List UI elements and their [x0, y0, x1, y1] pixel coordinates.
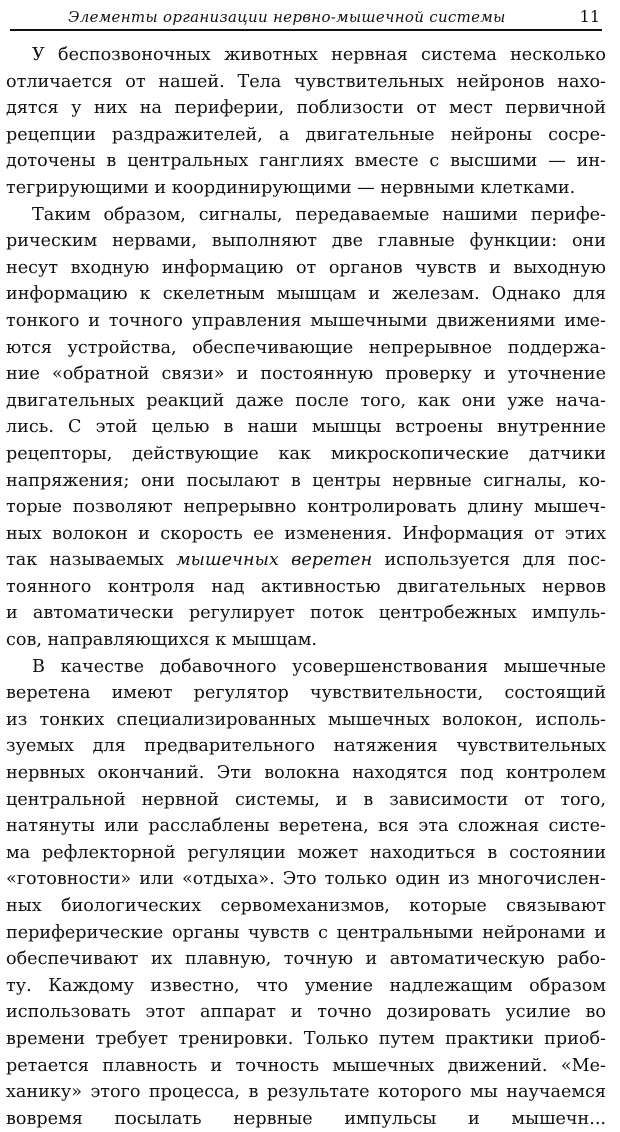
text-line: тегрирующими и координирующими — нервными клетками.	[6, 177, 576, 198]
text-line: рическим нервами, выполняют две главные функции: они	[6, 231, 606, 252]
text-line: веретена имеют регулятор чувствительности, состоящий	[6, 683, 606, 704]
text-line: ются устройства, обеспечивающие непрерывное поддержа-	[6, 337, 606, 358]
text-line: В качестве добавочного усовершенствования мышечные	[32, 656, 606, 677]
text-line: сов, направляющихся к мышцам.	[6, 630, 317, 651]
text-line: Таким образом, сигналы, передаваемые нашими перифе-	[32, 204, 606, 225]
text-line: У беспозвоночных животных нервная система несколько	[32, 45, 606, 65]
text-line: обеспечивают их плавную, точную и автоматическую рабо-	[6, 949, 606, 970]
text-line: «готовности» или «отдыха». Это только один из многочислен-	[6, 869, 606, 890]
text-line: напряжения; они посылают в центры нервные сигналы, ко-	[6, 470, 606, 491]
text-line: ма рефлекторной регуляции может находиться в состоянии	[6, 842, 606, 863]
page-number: 11	[579, 7, 600, 26]
text-run: так называемых	[6, 550, 177, 571]
text-line: несут входную информацию от органов чувств и выходную	[6, 257, 606, 278]
text-line: натянуты или расслаблены веретена, вся эта сложная систе-	[6, 816, 606, 837]
italic-term: мышечных веретен	[176, 550, 373, 571]
text-line: и автоматически регулирует поток центробежных импуль-	[6, 603, 606, 624]
text-line: ных биологических сервомеханизмов, которые связывают	[6, 896, 606, 916]
text-line: зуемых для предварительного натяжения чувствительных	[6, 736, 606, 757]
text-line: тоянного контроля над активностью двигательных нервов	[6, 576, 606, 597]
text-line: двигательных реакций даже после того, как они уже нача-	[6, 390, 606, 411]
text-line: ние «обратной связи» и постоянную проверку и уточнение	[6, 364, 606, 385]
text-line: использовать этот аппарат и точно дозировать усилие во	[6, 1002, 606, 1023]
text-line-with-italic	[6, 547, 606, 574]
running-head	[6, 0, 606, 27]
header-rule	[10, 29, 602, 31]
text-line: центральной нервной системы, и в зависимости от того,	[6, 789, 606, 810]
text-line: ных волокон и скорость ее изменения. Информация от этих	[6, 523, 606, 544]
text-line: из тонких специализированных мышечных волокон, исполь-	[6, 709, 606, 730]
text-line: вовремя посылать нервные импульсы и мышечн...	[6, 1108, 606, 1129]
text-line: периферические органы чувств с центральными нейронами и	[6, 922, 606, 943]
text-line: лись. С этой целью в наши мышцы встроены внутренние	[6, 417, 606, 438]
text-line: дятся у них на периферии, поблизости от мест первичной	[6, 98, 606, 119]
text-line: информацию к скелетным мышцам и железам. Однако для	[6, 284, 606, 305]
text-line: времени требует тренировки. Только путем практики приоб-	[6, 1028, 606, 1049]
text-line: торые позволяют непрерывно контролировать длину мышеч-	[6, 497, 606, 518]
text-line: ретается плавность и точность мышечных движений. «Ме-	[6, 1055, 606, 1076]
running-title: Элементы организации нервно-мышечной системы	[68, 8, 506, 26]
text-line: рецепторы, действующие как микроскопические датчики	[6, 443, 606, 464]
text-run: используется для пос-	[372, 550, 606, 571]
text-line: рецепции раздражителей, а двигательные нейроны сосре-	[6, 124, 606, 145]
body-text	[6, 42, 606, 1132]
text-line: отличается от нашей. Тела чувствительных нейронов нахо-	[6, 71, 606, 92]
text-line: тонкого и точного управления мышечными движениями име-	[6, 310, 606, 331]
text-line: ту. Каждому известно, что умение надлежащим образом	[6, 975, 606, 996]
text-line: ханику» этого процесса, в результате которого мы научаемся	[6, 1082, 606, 1103]
text-line: нервных окончаний. Эти волокна находятся под контролем	[6, 763, 606, 784]
text-line: доточены в центральных ганглиях вместе с высшими — ин-	[6, 151, 606, 172]
